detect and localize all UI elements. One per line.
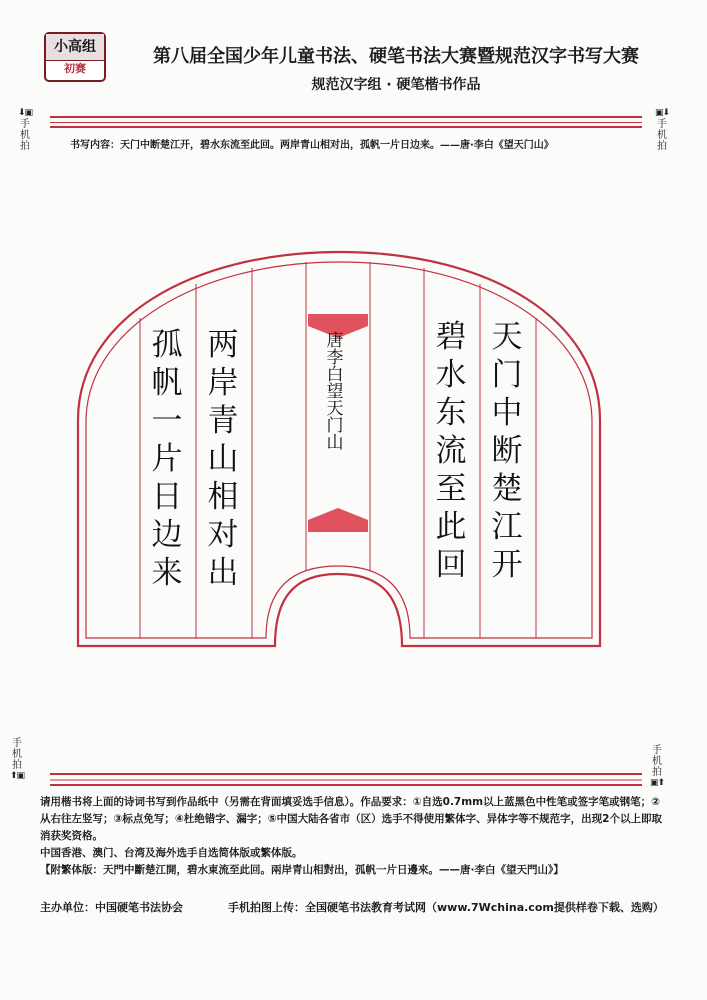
signature-char: 唐 — [326, 331, 344, 351]
instruction-paragraph: 请用楷书将上面的诗词书写到作品纸中（另需在背面填妥选手信息）。作品要求：①自选0.7mm以上蓝黑色中性笔或签字笔或钢笔；②从右往左竖写；③标点免写；④杜绝错字、漏字；⑤中国大陆各省市（区）选手不得使用繁体字、异体字等不规范字，出现2个以上即取消获奖资格。 — [40, 796, 662, 842]
poem-char: 来 — [151, 555, 183, 591]
poem-column-4 — [144, 326, 190, 592]
organizer: 主办单位：中国硬笔书法协会 — [40, 901, 183, 914]
poem-column-3 — [200, 326, 246, 592]
page-title: 第八届全国少年儿童书法、硬笔书法大赛暨规范汉字书写大赛 — [153, 46, 639, 67]
signature-char: 门 — [326, 416, 344, 436]
side-char: 机 — [657, 130, 667, 141]
signature-char: 李 — [326, 348, 344, 368]
side-char: 机 — [12, 749, 22, 760]
signature-char: 天 — [326, 399, 344, 419]
poem-char: 断 — [491, 433, 523, 469]
poem-char: 岸 — [207, 365, 239, 401]
side-note-bottom-left — [10, 738, 24, 782]
poem-char: 至 — [435, 471, 467, 507]
group-label: 小高组 — [46, 34, 104, 61]
side-char: 手 — [20, 119, 30, 130]
poem-char: 山 — [207, 441, 239, 477]
poem-char: 天 — [491, 319, 523, 355]
poem-char: 对 — [207, 517, 239, 553]
poem-char: 江 — [491, 509, 523, 545]
side-char: 机 — [20, 130, 30, 141]
instruction-paragraph: 中国香港、澳门、台湾及海外选手自选简体版或繁体版。 — [40, 847, 303, 859]
side-char: 手 — [652, 745, 662, 756]
side-char: 拍 — [20, 141, 30, 152]
poem-char: 开 — [491, 547, 523, 583]
poem-char: 日 — [151, 479, 183, 515]
banner-bottom — [308, 508, 368, 532]
poem-char: 楚 — [491, 471, 523, 507]
signature — [312, 333, 358, 452]
side-char: 机 — [652, 756, 662, 767]
poem-column-2 — [428, 318, 474, 584]
poem-char: 两 — [207, 327, 239, 363]
poem-char: 孤 — [151, 327, 183, 363]
poem-char: 东 — [435, 395, 467, 431]
poem-char: 水 — [435, 357, 467, 393]
poem-char: 青 — [207, 403, 239, 439]
camera-upload-icon: ▣⬆ — [650, 778, 665, 788]
side-char: 手 — [657, 119, 667, 130]
side-char: 拍 — [652, 767, 662, 778]
upload-camera-icon: ⬆▣ — [10, 771, 25, 781]
poem-column-1 — [484, 318, 530, 584]
side-note-bottom-right — [650, 745, 664, 789]
page-subtitle: 规范汉字组 · 硬笔楷书作品 — [311, 77, 481, 93]
side-char: 手 — [12, 738, 22, 749]
poem-char: 边 — [151, 517, 183, 553]
download-camera-icon: ⬇▣ — [18, 108, 33, 118]
poem-char: 回 — [435, 547, 467, 583]
content-line: 书写内容：天门中断楚江开，碧水东流至此回。两岸青山相对出，孤帆一片日边来。——唐·李白《望天门山》 — [70, 140, 554, 151]
poem-char: 相 — [207, 479, 239, 515]
signature-char: 山 — [326, 433, 344, 453]
side-char: 拍 — [657, 141, 667, 152]
poem-char: 门 — [491, 357, 523, 393]
instructions — [40, 794, 668, 879]
camera-download-icon: ▣⬇ — [655, 108, 670, 118]
poem-char: 帆 — [151, 365, 183, 401]
poem-char: 流 — [435, 433, 467, 469]
poem-char: 碧 — [435, 319, 467, 355]
poem-char: 出 — [207, 555, 239, 591]
signature-char: 白 — [326, 365, 344, 385]
poem-char: 一 — [151, 403, 183, 439]
signature-char: 望 — [326, 382, 344, 402]
poem-char: 此 — [435, 509, 467, 545]
instruction-paragraph: 【附繁体版：天門中斷楚江開，碧水東流至此回。兩岸青山相對出，孤帆一片日邊來。——唐·李白《望天門山》】 — [40, 864, 564, 876]
poem-char: 片 — [151, 441, 183, 477]
side-char: 拍 — [12, 760, 22, 771]
upload-info: 手机拍图上传：全国硬笔书法教育考试网（www.7Wchina.com提供样卷下载、选购） — [228, 901, 664, 914]
stage-label: 初赛 — [64, 62, 86, 75]
poem-char: 中 — [491, 395, 523, 431]
